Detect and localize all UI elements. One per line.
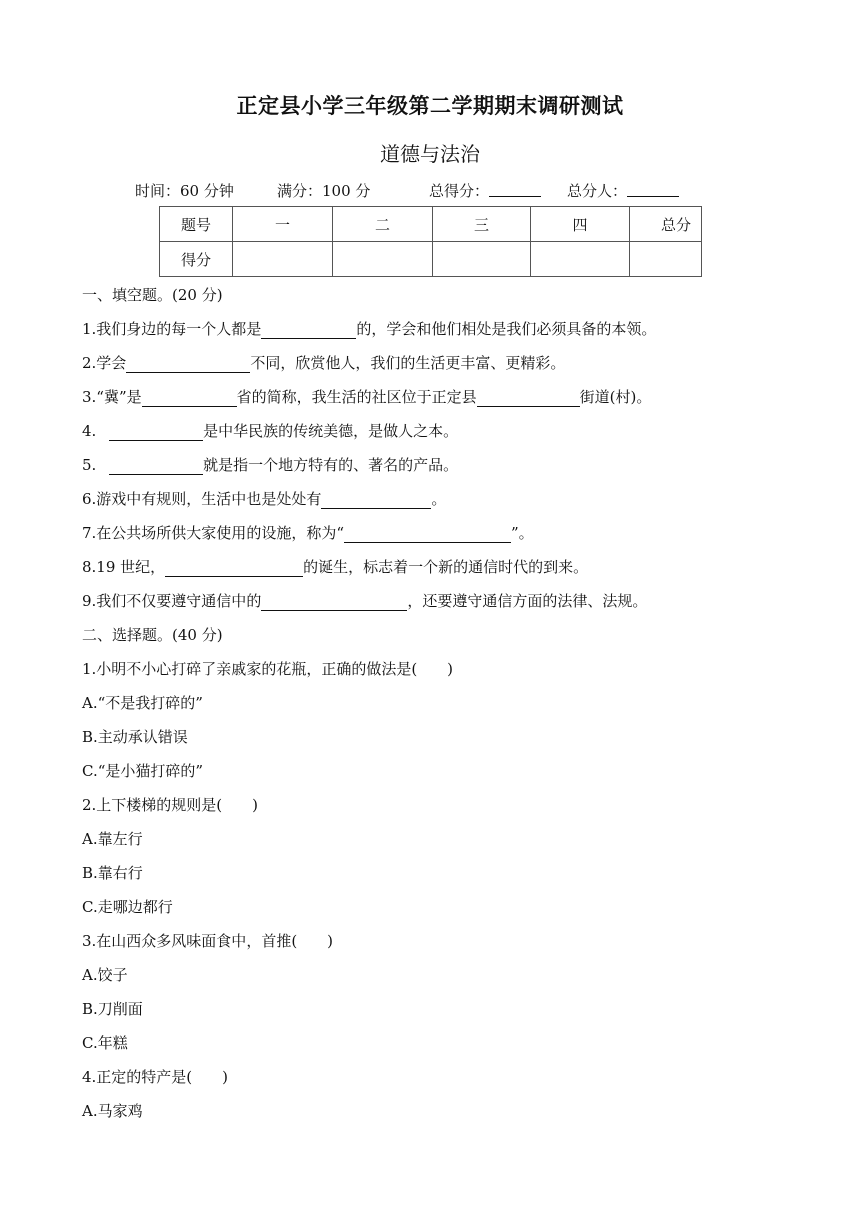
choice-question-2: 2.上下楼梯的规则是( ) <box>82 796 259 814</box>
q4-text-b: 是中华民族的传统美德，是做人之本。 <box>203 422 459 440</box>
choice-option: A.靠左行 <box>82 830 143 848</box>
q5-text-a: 5. <box>82 456 102 474</box>
q4-text-a: 4. <box>82 422 102 440</box>
choice-option: B.主动承认错误 <box>82 728 188 746</box>
scorer-text: 总分人： <box>567 182 628 200</box>
score-table <box>159 206 702 277</box>
choice-option: A.“不是我打碎的” <box>82 694 203 712</box>
q1-text-b: 的，学会和他们相处是我们必须具备的本领。 <box>356 320 657 338</box>
q5-text-b: 就是指一个地方特有的、著名的产品。 <box>203 456 459 474</box>
choice-option: C.“是小猫打碎的” <box>82 762 204 780</box>
answer-blank[interactable] <box>142 389 237 407</box>
choice-option: C.年糕 <box>82 1034 128 1052</box>
q3-text-a: 3.“冀”是 <box>82 388 142 406</box>
choice-option: B.刀削面 <box>82 1000 143 1018</box>
document-title: 正定县小学三年级第二学期期末调研测试 <box>236 93 624 118</box>
total-score-text: 总得分： <box>429 182 490 200</box>
scorer-blank <box>627 180 679 197</box>
fill-question-8 <box>82 556 588 577</box>
score-table-cell <box>630 242 702 277</box>
answer-blank[interactable] <box>477 389 580 407</box>
q7-text-b: ”。 <box>510 524 534 542</box>
q3-text-c: 街道(村)。 <box>579 388 652 406</box>
score-table-score-row <box>160 242 702 277</box>
answer-blank[interactable] <box>321 491 431 509</box>
exam-time: 时间：60 分钟 <box>135 182 234 200</box>
q7-text-a: 7.在公共场所供大家使用的设施，称为“ <box>82 524 344 542</box>
score-table-cell <box>233 242 333 277</box>
q3-text-b: 省的简称，我生活的社区位于正定县 <box>236 388 477 406</box>
q8-text-a: 8.19 世纪， <box>82 558 166 576</box>
q2-text-b: 不同，欣赏他人，我们的生活更丰富、更精彩。 <box>250 354 566 372</box>
q9-text-b: ，还要遵守通信方面的法律、法规。 <box>407 592 648 610</box>
total-score-label <box>429 180 489 201</box>
section2-heading: 二、选择题。(40 分) <box>82 626 223 644</box>
fill-question-3 <box>82 386 651 407</box>
score-table-cell <box>531 242 630 277</box>
score-table-header-row <box>160 207 702 242</box>
fill-question-1 <box>82 318 656 339</box>
score-table-cell: 四 <box>531 207 630 242</box>
answer-blank[interactable] <box>261 593 407 611</box>
fill-question-2 <box>82 352 565 373</box>
choice-option: C.走哪边都行 <box>82 898 173 916</box>
scorer-label <box>567 180 627 201</box>
fill-question-5 <box>82 454 458 475</box>
score-table-cell: 总分 <box>630 207 702 242</box>
choice-option: A.马家鸡 <box>82 1102 143 1120</box>
fill-question-9 <box>82 590 647 611</box>
score-table-cell: 一 <box>233 207 333 242</box>
answer-blank[interactable] <box>165 559 303 577</box>
fill-question-6 <box>82 488 446 509</box>
q6-text-b: 。 <box>431 490 447 508</box>
subject-title: 道德与法治 <box>380 142 480 166</box>
q2-text-a: 2.学会 <box>82 354 127 372</box>
fill-question-7 <box>82 522 534 543</box>
score-table-cell <box>333 242 433 277</box>
answer-blank[interactable] <box>344 525 511 543</box>
choice-question-1: 1.小明不小心打碎了亲戚家的花瓶，正确的做法是( ) <box>82 660 454 678</box>
score-table-cell: 得分 <box>160 242 233 277</box>
section1-heading: 一、填空题。(20 分) <box>82 286 223 304</box>
choice-option: A.饺子 <box>82 966 128 984</box>
score-table-cell: 三 <box>433 207 531 242</box>
q8-text-b: 的诞生，标志着一个新的通信时代的到来。 <box>303 558 589 576</box>
q1-text-a: 1.我们身边的每一个人都是 <box>82 320 262 338</box>
score-table-cell: 二 <box>333 207 433 242</box>
q9-text-a: 9.我们不仅要遵守通信中的 <box>82 592 262 610</box>
total-score-blank <box>489 180 541 197</box>
answer-blank[interactable] <box>109 423 203 441</box>
choice-option: B.靠右行 <box>82 864 143 882</box>
exam-full-score: 满分：100 分 <box>277 182 371 200</box>
score-table-cell: 题号 <box>160 207 233 242</box>
q6-text-a: 6.游戏中有规则，生活中也是处处有 <box>82 490 322 508</box>
choice-question-4: 4.正定的特产是( ) <box>82 1068 229 1086</box>
choice-question-3: 3.在山西众多风味面食中，首推( ) <box>82 932 334 950</box>
answer-blank[interactable] <box>126 355 250 373</box>
fill-question-4 <box>82 420 458 441</box>
score-table-cell <box>433 242 531 277</box>
answer-blank[interactable] <box>109 457 203 475</box>
answer-blank[interactable] <box>261 321 356 339</box>
